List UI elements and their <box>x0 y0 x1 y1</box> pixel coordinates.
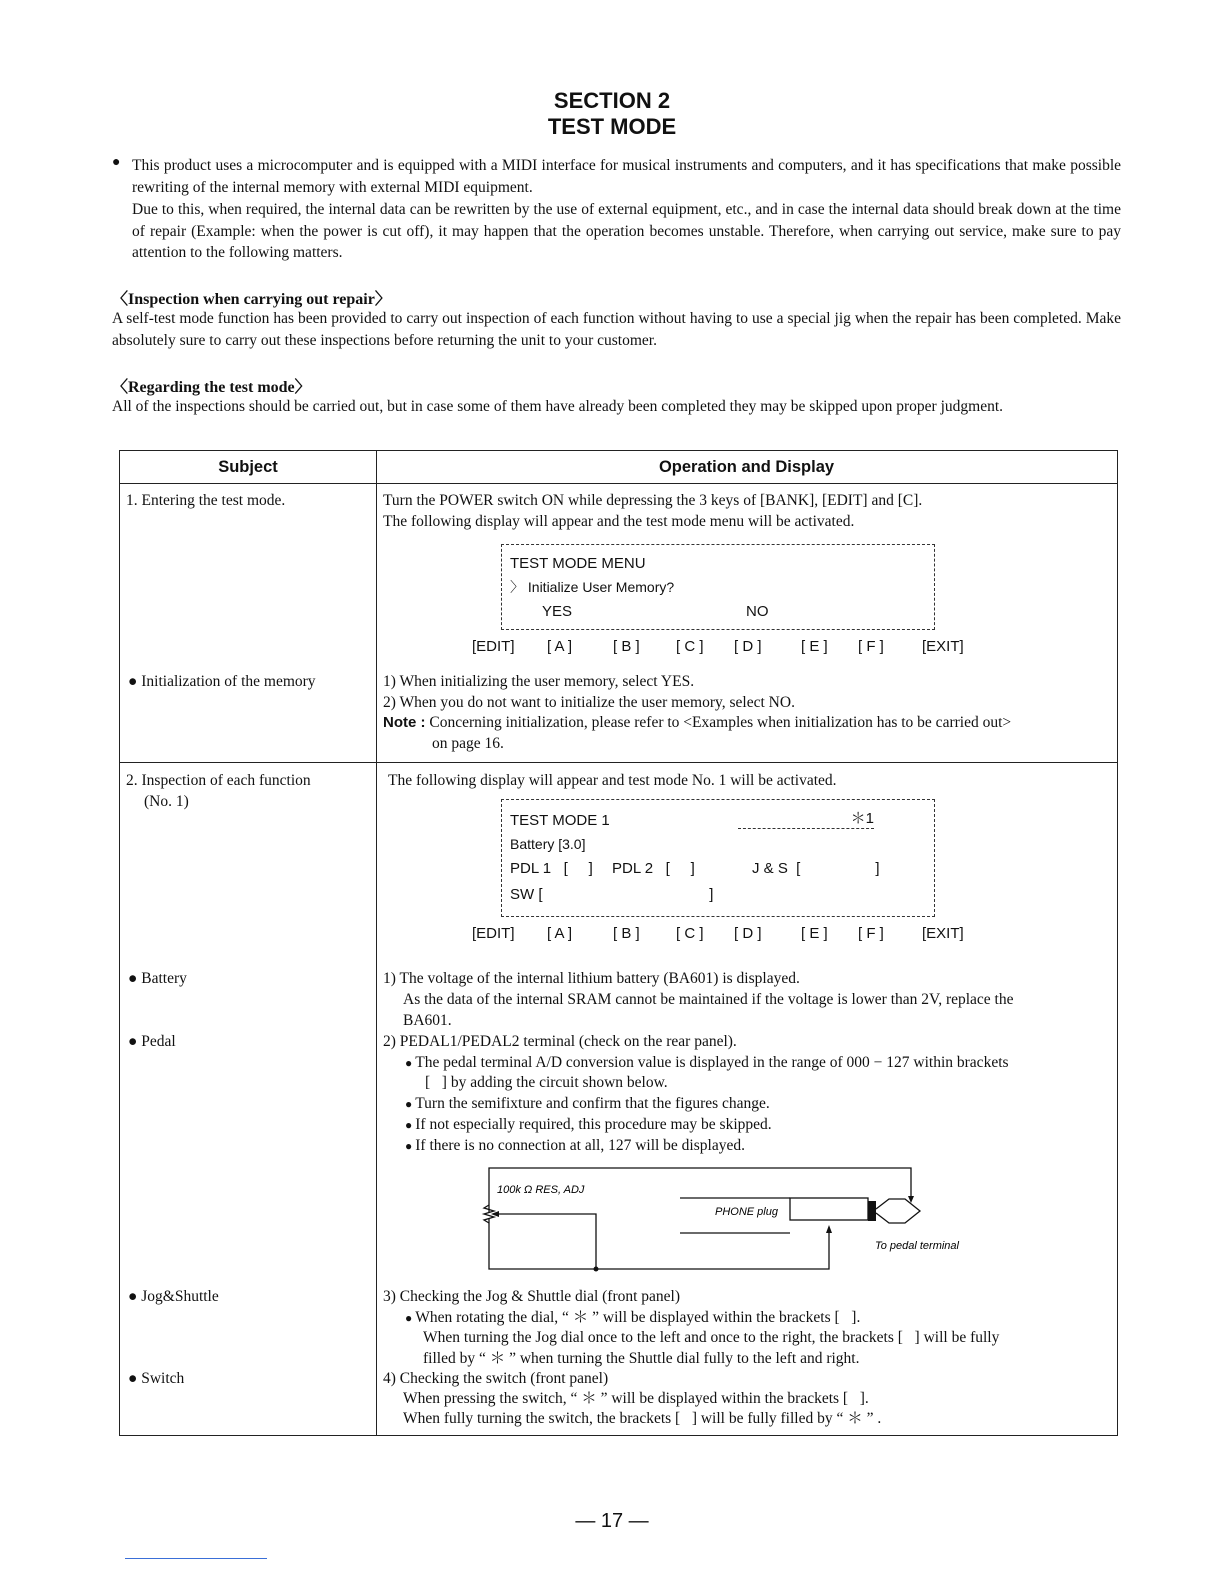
inspection-text: A self-test mode function has been provided to carry out inspection of each function without having to use a special jig when the repair has been completed. Make absolutely sure to carry out these inspections before returning the unit to your customer. <box>112 310 1121 349</box>
row2-line1: The following display will appear and test mode No. 1 will be activated. <box>388 772 837 789</box>
pedal-range-note-cont: [ ] by adding the circuit shown below. <box>425 1074 668 1091</box>
key-b: [ B ] <box>613 638 640 655</box>
key-f: [ F ] <box>858 638 884 655</box>
switch-press-note: When pressing the switch, “ ＊ ” will be displayed within the brackets [ ]. <box>403 1390 869 1407</box>
pedal-no-connection-note: ● If there is no connection at all, 127 will be displayed. <box>405 1135 745 1157</box>
phone-plug-body <box>790 1198 868 1220</box>
row1-line1: Turn the POWER switch ON while depressing the 3 keys of [BANK], [EDIT] and [C]. <box>383 492 923 509</box>
resistor-label: 100k Ω RES, ADJ <box>497 1184 585 1196</box>
note-text: Concerning initialization, please refer to <Examples when initialization has to be carried out> <box>429 714 1012 731</box>
key-row-2 <box>472 925 972 946</box>
switch-turn-note: When fully turning the switch, the brackets [ ] will be fully filled by “ ＊ ” . <box>403 1410 882 1427</box>
key-edit: [EDIT] <box>472 925 515 942</box>
key-e: [ E ] <box>801 925 828 942</box>
pedal-terminal-label: To pedal terminal <box>875 1240 959 1252</box>
intro-paragraph-2: Due to this, when required, the internal data can be rewritten by the use of external equipment, etc., and in case the internal data should break down at the time of repair (Example: when the power is cut off), it may happen that the operation becomes unstable. Therefore, when carrying out service, make sure to pay attention to the following matters. <box>132 201 1121 261</box>
subject-switch: ● Switch <box>128 1370 185 1387</box>
key-d: [ D ] <box>734 925 762 942</box>
bullet-icon: ● <box>112 155 121 170</box>
key-a: [ A ] <box>547 638 573 655</box>
pedal-turn-note: ● Turn the semifixture and confirm that the figures change. <box>405 1093 770 1115</box>
display-jog-shuttle: J & S [ ] <box>752 860 880 877</box>
display-pdl2: PDL 2 [ ] <box>612 860 695 877</box>
header-subject: Subject <box>120 451 376 484</box>
section-label: SECTION 2 <box>553 88 671 113</box>
test-mode-table <box>119 450 1118 1436</box>
subject-entering-test-mode: 1. Entering the test mode. <box>126 492 286 509</box>
regarding-text: All of the inspections should be carried out, but in case some of them have already been completed they may be skipped upon proper judgment. <box>112 398 1004 415</box>
subject-battery: ● Battery <box>128 970 187 987</box>
test-mode-menu-display <box>501 544 935 630</box>
key-e: [ E ] <box>801 638 828 655</box>
page-title: TEST MODE <box>547 114 677 139</box>
jog-step: 3) Checking the Jog & Shuttle dial (front panel) <box>383 1288 681 1305</box>
display-yes-option: YES <box>542 603 573 620</box>
battery-step: 1) The voltage of the internal lithium battery (BA601) is displayed. <box>383 970 800 987</box>
row1-line2: The following display will appear and the test mode menu will be activated. <box>383 513 855 530</box>
column-divider <box>376 451 377 1435</box>
inspection-heading: 〈Inspection when carrying out repair〉 <box>112 291 391 308</box>
init-no-instruction: 2) When you do not want to initialize the user memory, select NO. <box>383 694 795 711</box>
pedal-skip-note: ● If not especially required, this procedure may be skipped. <box>405 1114 772 1136</box>
display-no-option: NO <box>746 603 769 620</box>
battery-note: As the data of the internal SRAM cannot be maintained if the voltage is lower than 2V, replace the <box>403 991 1014 1008</box>
wiper-wire <box>497 1214 596 1269</box>
row-divider <box>120 762 1117 763</box>
key-exit: [EXIT] <box>922 925 964 942</box>
display-pdl1: PDL 1 [ ] <box>510 860 593 877</box>
note-text-cont: on page 16. <box>432 735 504 752</box>
key-f: [ F ] <box>858 925 884 942</box>
key-a: [ A ] <box>547 925 573 942</box>
arrow-up-icon <box>826 1225 832 1233</box>
note-label: Note : <box>383 714 426 731</box>
subject-pedal: ● Pedal <box>128 1033 176 1050</box>
switch-step: 4) Checking the switch (front panel) <box>383 1370 609 1387</box>
subject-jog-shuttle: ● Jog&Shuttle <box>128 1288 219 1305</box>
subject-inspection-no: (No. 1) <box>144 793 189 810</box>
key-c: [ C ] <box>676 925 704 942</box>
display-title: TEST MODE 1 <box>510 812 610 829</box>
pedal-step: 2) PEDAL1/PEDAL2 terminal (check on the rear panel). <box>383 1033 737 1050</box>
page-number: — 17 — <box>575 1510 649 1532</box>
key-row-1 <box>472 638 972 659</box>
intro-paragraph-1: This product uses a microcomputer and is equipped with a MIDI interface for musical instruments and computers, and it has specifications that make possible rewriting of the internal memory with external MIDI equipment. <box>132 157 1121 196</box>
pedal-test-circuit-diagram <box>475 1161 975 1276</box>
display-mark: ＊1 <box>738 810 874 829</box>
jog-fill-note-cont: filled by “ ＊ ” when turning the Shuttle dial fully to the left and right. <box>423 1350 860 1367</box>
battery-note-cont: BA601. <box>403 1012 452 1029</box>
key-edit: [EDIT] <box>472 638 515 655</box>
display-prompt: 〉 Initialize User Memory? <box>510 579 675 595</box>
test-mode-1-display <box>501 799 935 917</box>
regarding-heading: 〈Regarding the test mode〉 <box>112 379 311 396</box>
subject-initialization: ● Initialization of the memory <box>128 673 316 690</box>
init-yes-instruction: 1) When initializing the user memory, select YES. <box>383 673 695 690</box>
key-b: [ B ] <box>613 925 640 942</box>
pedal-range-note: ● The pedal terminal A/D conversion value is displayed in the range of 000 − 127 within brackets <box>405 1052 1009 1074</box>
footer-rule <box>125 1558 267 1559</box>
key-exit: [EXIT] <box>922 638 964 655</box>
key-d: [ D ] <box>734 638 762 655</box>
header-operation: Operation and Display <box>376 451 1117 484</box>
circuit-wire-bottom <box>489 1219 829 1269</box>
subject-inspection: 2. Inspection of each function <box>126 772 311 789</box>
key-c: [ C ] <box>676 638 704 655</box>
display-battery: Battery [3.0] <box>510 836 586 852</box>
jog-rotate-note: ● When rotating the dial, “ ＊ ” will be displayed within the brackets [ ]. <box>405 1307 860 1329</box>
phone-plug-label: PHONE plug <box>715 1206 778 1218</box>
display-title: TEST MODE MENU <box>510 555 646 572</box>
jog-fill-note: When turning the Jog dial once to the left and once to the right, the brackets [ ] will be fully <box>423 1329 1000 1346</box>
display-switch: SW [ ] <box>510 886 714 903</box>
plug-tip <box>876 1199 920 1223</box>
